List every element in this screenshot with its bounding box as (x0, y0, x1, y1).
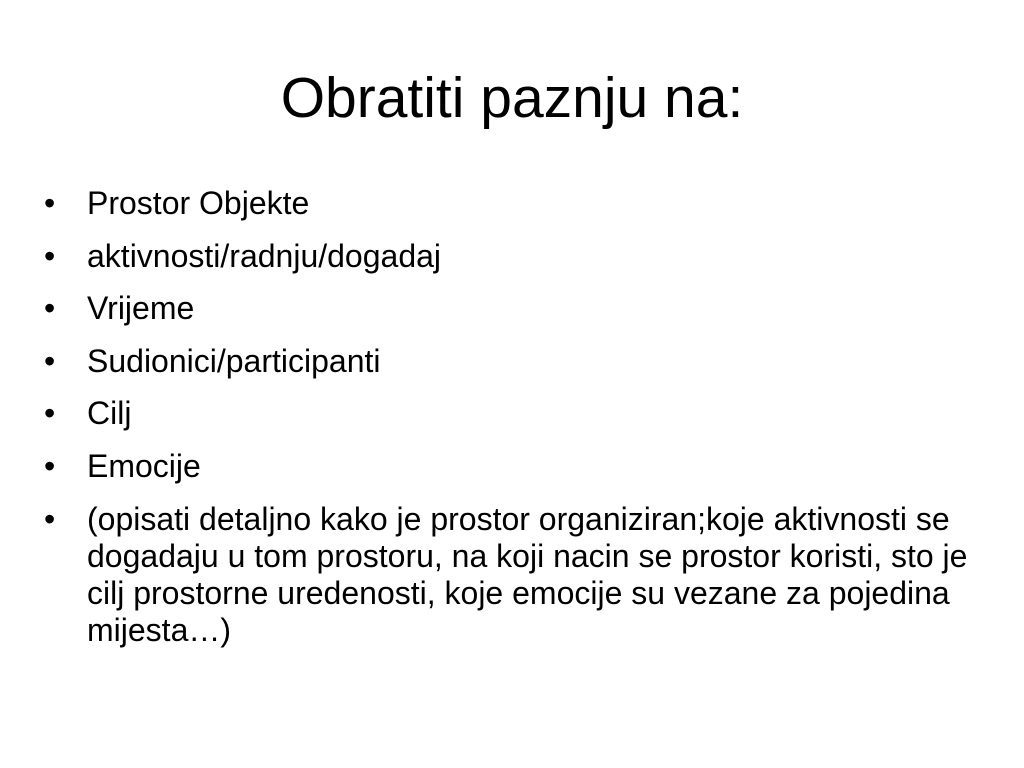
bullet-text: Cilj (87, 395, 132, 432)
bullet-item-aktivnosti (44, 238, 974, 275)
bullet-dot-icon: • (44, 342, 56, 379)
bullet-dot-icon: • (44, 185, 56, 221)
bullet-dot-icon: • (44, 237, 56, 274)
bullet-text: Emocije (87, 447, 201, 484)
bullet-item-cilj (44, 395, 974, 432)
bullet-dot-icon: • (44, 500, 56, 537)
bullet-text: Vrijeme (87, 290, 195, 327)
bullet-item-vrijeme (44, 290, 974, 327)
bullet-dot-icon: • (44, 447, 56, 484)
bullet-item-opis (44, 501, 974, 649)
bullet-dot-icon: • (44, 290, 56, 327)
bullet-text: aktivnosti/radnju/dogadaj (87, 237, 442, 274)
bullet-item-sudionici (44, 343, 974, 380)
bullet-text: Prostor Objekte (87, 185, 310, 221)
bullet-dot-icon: • (44, 395, 56, 432)
bullet-item-prostor-objekte (44, 185, 974, 222)
bullet-list (44, 185, 974, 649)
slide-title: Obratiti paznju na: (280, 66, 744, 130)
bullet-item-emocije (44, 448, 974, 485)
bullet-text: Sudionici/participanti (87, 342, 381, 379)
bullet-text: (opisati detaljno kako je prostor organiziran;koje aktivnosti se dogadaju u tom prostoru, na koji nacin se prostor koristi, sto je cilj prostorne uredenosti, koje emocije su vezane za pojedina mijesta…) (87, 500, 968, 648)
